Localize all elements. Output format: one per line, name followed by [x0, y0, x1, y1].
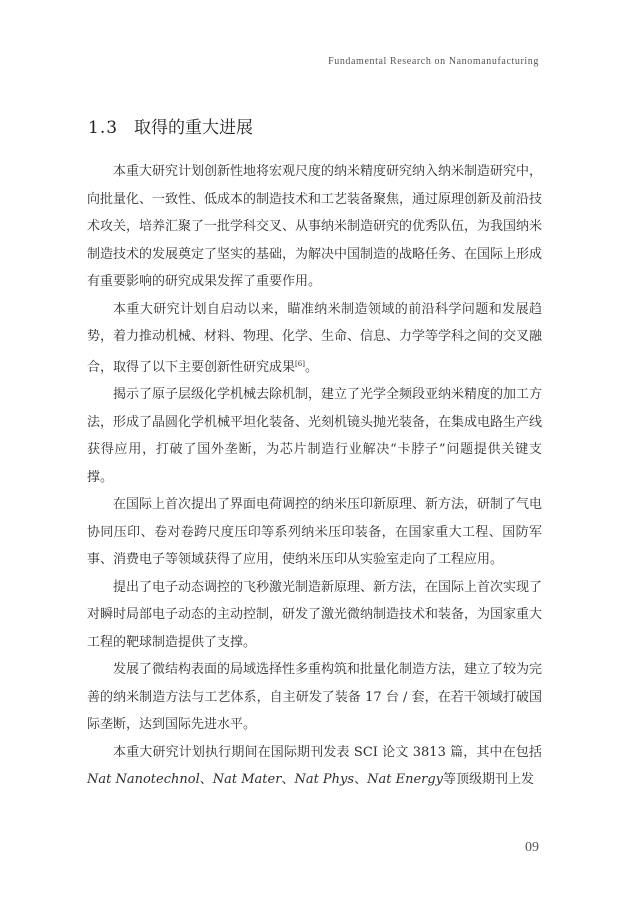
paragraph-text: 本重大研究计划自启动以来，瞄准纳米制造领域的前沿科学问题和发展趋势，着力推动机械、材料、物理、化学、生命、信息、力学等学科之间的交叉融合，取得了以下主要创新性研究成果 [87, 301, 543, 375]
body-text [87, 158, 542, 794]
citation-ref: [6] [295, 359, 305, 368]
section-title: 取得的重大进展 [134, 118, 254, 138]
separator: 、 [354, 772, 368, 787]
paragraph [87, 739, 542, 794]
journal-name: Nat Nanotechnol [87, 772, 200, 787]
journal-name: Nat Mater [212, 772, 282, 787]
journal-name: Nat Phys [294, 772, 355, 787]
section-number: 1.3 [88, 118, 119, 138]
paragraph-text: 本重大研究计划执行期间在国际期刊发表 SCI 论文 3813 篇，其中在包括 [113, 744, 542, 760]
paragraph-tail: 。 [304, 359, 318, 375]
paragraph: 揭示了原子层级化学机械去除机制，建立了光学全频段亚纳米精度的加工方法，形成了晶圆化学机械平坦化装备、光刻机镜头抛光装备，在集成电路生产线获得应用，打破了国外垄断，为芯片制造行业解决“卡脖子”问题提供关键支撑。 [87, 387, 543, 485]
paragraph: 本重大研究计划创新性地将宏观尺度的纳米精度研究纳入纳米制造研究中，向批量化、一致性、低成本的制造技术和工艺装备聚焦，通过原理创新及前沿技术攻关，培养汇聚了一批学科交叉、从事纳米制造研究的优秀队伍，为我国纳米制造技术的发展奠定了坚实的基础，为解决中国制造的战略任务、在国际上形成有重要影响的研究成果发挥了重要作用。 [87, 164, 543, 289]
page-number: 09 [525, 840, 539, 855]
paragraph [87, 296, 542, 382]
section-heading [88, 113, 253, 138]
separator: 、 [199, 772, 213, 787]
paragraph: 在国际上首次提出了界面电荷调控的纳米压印新原理、新方法，研制了气电协同压印、卷对卷跨尺度压印等系列纳米压印装备，在国家重大工程、国防军事、消费电子等领域获得了应用，使纳米压印从实验室走向了工程应用。 [87, 497, 543, 567]
paragraph: 发展了微结构表面的局域选择性多重构筑和批量化制造方法，建立了较为完善的纳米制造方法与工艺体系，自主研发了装备 17 台 / 套，在若干领域打破国际垄断，达到国际先进水平。 [87, 662, 543, 732]
separator: 、 [281, 772, 295, 787]
running-header: Fundamental Research on Nanomanufacturing [328, 56, 539, 67]
journal-name: Nat Energy [367, 772, 444, 787]
paragraph-tail: 等顶级期刊上发 [443, 772, 535, 787]
paragraph: 提出了电子动态调控的飞秒激光制造新原理、新方法，在国际上首次实现了对瞬时局部电子动态的主动控制，研发了激光微纳制造技术和装备，为国家重大工程的靶球制造提供了支撑。 [87, 579, 543, 650]
